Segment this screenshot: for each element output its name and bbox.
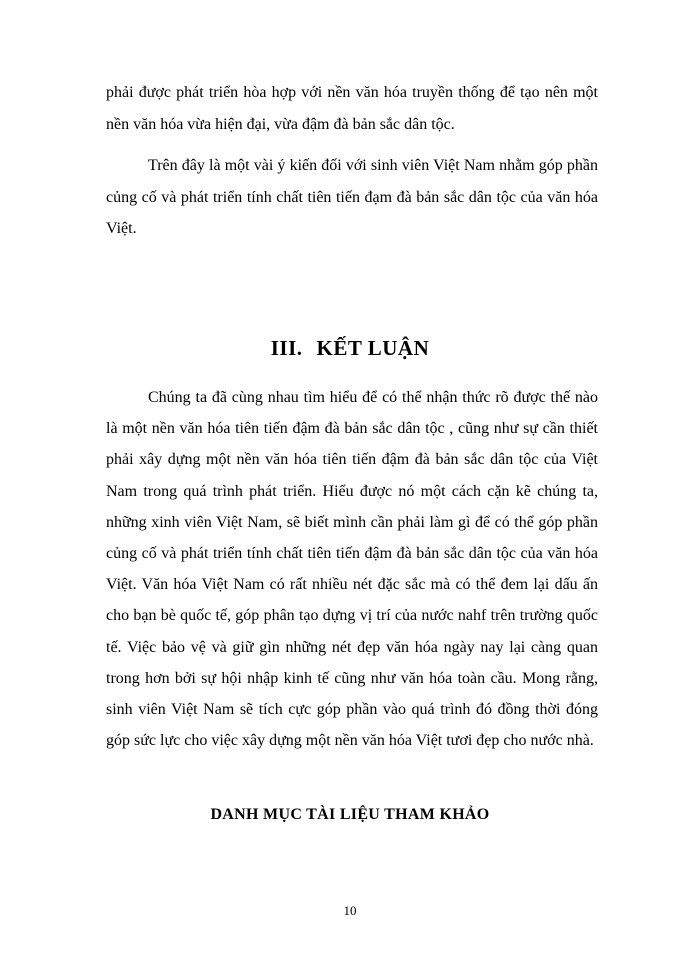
paragraph-conclusion: Chúng ta đã cùng nhau tìm hiểu để có thể nhận thức rõ được thế nào là một nền văn hóa tiên tiến đậm đà bản sắc dân tộc , cũng như sự cần thiết phải xây dựng một nền văn hóa tiên tiến đậm đà bản sắc dân tộc của Việt Nam trong quá trình phát triển. Hiểu được nó một cách cặn kẽ chúng ta, những xinh viên Việt Nam, sẽ biết mình cần phải làm gì để có thể góp phần củng cố và phát triển tính chất tiên tiến đậm đà bản sắc dân tộc của văn hóa Việt. Văn hóa Việt Nam có rất nhiều nét đặc sắc mà có thể đem lại dấu ấn cho bạn bè quốc tế, góp phân tạo dựng vị trí của nước nahf trên trường quốc tế. Việc bảo vệ và giữ gìn những nét đẹp văn hóa ngày nay lại càng quan trong hơn bởi sự hội nhập kinh tế cũng như văn hóa toàn cầu. Mong rằng, sinh viên Việt Nam sẽ tích cực góp phần vào quá trình đó đồng thời đóng góp sức lực cho việc xây dựng một nền văn hóa Việt tươi đẹp cho nước nhà. — [106, 389, 598, 750]
paragraph-continuation: phải được phát triển hòa hợp với nền văn hóa truyền thống để tạo nên một nền văn hóa vừa hiện đại, vừa đậm đà bản sắc dân tộc. — [106, 84, 598, 133]
section-heading-conclusion — [0, 336, 700, 361]
section-title: KẾT LUẬN — [316, 336, 430, 360]
section-number: III. — [270, 336, 303, 360]
references-heading: DANH MỤC TÀI LIỆU THAM KHẢO — [210, 806, 490, 823]
page-number: 10 — [343, 903, 357, 918]
paragraph-summary: Trên đây là một vài ý kiến đối với sinh viên Việt Nam nhằm góp phần củng cố và phát triển tính chất tiên tiến đạm đà bản sắc dân tộc của văn hóa Việt. — [106, 157, 598, 237]
